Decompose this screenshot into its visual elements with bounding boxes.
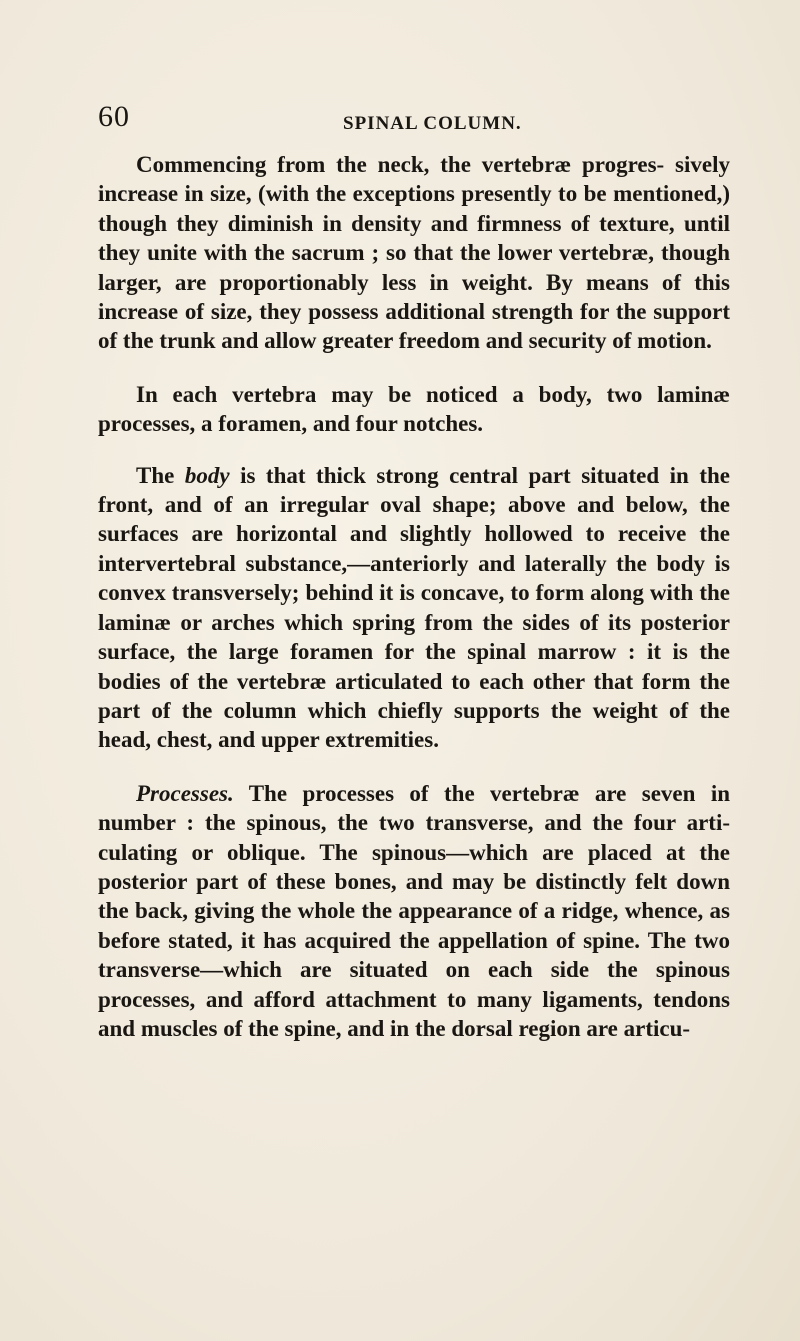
paragraph-vertebra-parts xyxy=(98,380,730,439)
page-number: 60 xyxy=(98,100,130,133)
term-body: body xyxy=(184,462,230,488)
paragraph-processes xyxy=(98,779,730,1044)
running-head xyxy=(98,100,738,140)
running-title: SPINAL COLUMN. xyxy=(343,113,522,134)
paragraph-text: Commencing from the neck, the vertebræ progres- sively increase in size, (with the exceptions presently to be mentioned,) though they diminish in density and firmness of texture, until they unite with the sacrum ; so that the lower vertebræ, though larger, are proportionably less in weight. By means of this increase of size, they possess additional strength for the support of the trunk and allow greater freedom and security of motion. xyxy=(98,152,730,354)
paragraph-text: The processes of the vertebræ are seven in number : the spinous, the two transverse, and the four arti- culating or oblique. The spinous—which are placed at the posterior part of these bones, and may be distinctly felt down the back, giving the whole the appearance of a ridge, whence, as before stated, it has acquired the appellation of spine. The two transverse—which are situated on each side the spinous processes, and afford attachment to many ligaments, tendons and muscles of the spine, and in the dorsal region are articu- xyxy=(98,780,730,1041)
paragraph-lead: The xyxy=(136,462,185,488)
paragraph-text: is that thick strong central part situated in the front, and of an irregular oval shape; above and below, the surfaces are horizontal and slightly hollowed to receive the intervertebral substance,—anteriorly and laterally the body is convex transversely; behind it is concave, to form along with the laminæ or arches which spring from the sides of its posterior surface, the large foramen for the spinal marrow : it is the bodies of the vertebræ articulated to each other that form the part of the column which chiefly supports the weight of the head, chest, and upper extremities. xyxy=(98,462,731,753)
term-processes: Processes. xyxy=(136,780,234,806)
body-text xyxy=(98,150,730,1067)
paragraph-body xyxy=(98,461,730,755)
paragraph-neck-vertebrae xyxy=(98,150,730,356)
paragraph-text: In each vertebra may be noticed a body, two laminæ processes, a foramen, and four notches. xyxy=(98,381,730,437)
